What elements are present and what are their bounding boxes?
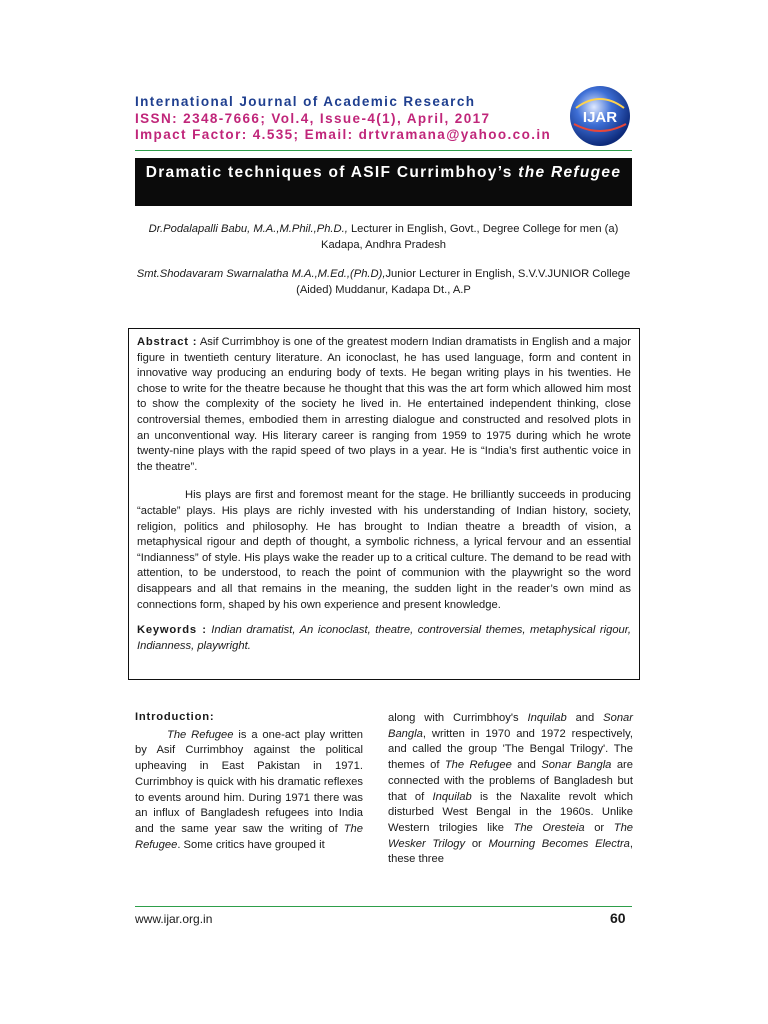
work-title: Sonar Bangla xyxy=(388,712,633,740)
body-text: and xyxy=(511,759,542,772)
keywords-label: Keywords : xyxy=(137,624,207,637)
abstract-paragraph-2: His plays are first and foremost meant for the stage. He brilliantly succeeds in producing “actable” plays. His plays are richly invested with his understanding of Indian history, society, religion, politics and philosophy. He has brought to Indian theatre a breadth of vision, a metaphysical rigour and depth of thought, a symbolic richness, a lyrical fervour and an essential “Indianness” of style. His plays wake the reader up to a critical culture. The demand to be read with attention, to be understood, to reach the point of communion with the playwright so the word disappears and all that remains in the meaning, the sudden light in the reader’s own mind as connections form, shaped by his own experience and present knowledge. xyxy=(137,489,631,611)
body-paragraph xyxy=(135,728,363,854)
work-title: The Wesker Trilogy xyxy=(388,821,634,850)
body-column-left xyxy=(135,710,363,853)
work-title: Inquilab xyxy=(527,712,567,724)
work-title: Mourning Becomes Electra xyxy=(488,837,630,850)
logo-text: IJAR xyxy=(582,109,618,126)
body-text: and xyxy=(566,712,604,724)
footer-rule xyxy=(135,906,632,907)
body-text: . Some critics have grouped it xyxy=(177,838,325,851)
journal-header xyxy=(135,94,555,144)
keywords-text: Indian dramatist, An iconoclast, theatre, controversial themes, metaphysical rigour, Indianness, playwright. xyxy=(137,624,631,652)
body-text: , written in 1970 and 1972 respectively, and called the group 'The Bengal Trilogy'. The themes of xyxy=(388,727,633,772)
body-text: is the Naxalite revolt which disturbed West Bengal in the 1960s. Unlike Western trilogies like xyxy=(388,790,633,834)
issn-line: ISSN: 2348-7666; Vol.4, Issue-4(1), April, 2017 xyxy=(135,110,491,126)
keywords xyxy=(137,623,631,654)
impact-email-line: Impact Factor: 4.535; Email: drtvramana@yahoo.co.in xyxy=(135,127,552,142)
work-title: The Oresteia xyxy=(513,821,585,834)
author-name: Smt.Shodavaram Swarnalatha M.A.,M.Ed.,(Ph.D), xyxy=(136,268,386,280)
abstract-box xyxy=(128,328,640,680)
journal-name: International Journal of Academic Research xyxy=(135,94,476,109)
ijar-logo xyxy=(568,84,632,148)
abstract-label: Abstract : xyxy=(137,336,198,348)
title-main: Dramatic techniques of ASIF Currimbhoy’s xyxy=(145,164,519,181)
work-title: The Refugee xyxy=(444,759,512,772)
work-title: The Refugee xyxy=(135,822,363,851)
abstract-paragraph xyxy=(137,335,631,475)
author-affiliation: Lecturer in English, Govt., Degree College for men (a) Kadapa, Andhra Pradesh xyxy=(320,223,619,251)
footer-url: www.ijar.org.in xyxy=(135,912,213,926)
header-rule xyxy=(135,150,632,151)
body-text: or xyxy=(465,837,489,850)
title-italic: the Refugee xyxy=(518,164,622,181)
body-text: or xyxy=(584,821,614,834)
page-number: 60 xyxy=(610,910,626,926)
work-title: The Refugee xyxy=(167,728,234,741)
author-2 xyxy=(135,266,632,298)
author-affiliation: Junior Lecturer in English, S.V.V.JUNIOR College (Aided) Muddanur, Kadapa Dt., A.P xyxy=(296,268,631,296)
section-heading: Introduction: xyxy=(135,711,215,723)
body-text: is a one-act play written by Asif Currimbhoy against the political upheaving in East Pakistan in 1971. Currimbhoy is quick with his dramatic reflexes to events around him. During 1971 there was an influx of Bangladesh refugees into India and the same year saw the writing of xyxy=(135,728,363,835)
abstract-text: Asif Currimbhoy is one of the greatest modern Indian dramatists in English and a major figure in twentieth century literature. An iconoclast, he has used language, form and content in innovative way producing an enduring body of texts. He began writing plays in his twenties. He chose to write for the theatre because he thought that this was the art form which allowed him most to show the complexity of the society he lived in. He entertained independent thinking, close controversial themes, embodied them in arresting dialogue and constructed and resolved plots in an unconventional way. His literary career is ranging from 1959 to 1975 during which he wrote twenty-nine plays with the rapid speed of two plays in a year. He is “India’s first authentic voice in the theatre”. xyxy=(137,336,631,473)
body-column-right xyxy=(388,711,633,868)
body-paragraph xyxy=(388,711,633,868)
body-text: , these three xyxy=(388,837,634,866)
body-text: are connected with the problems of Bangladesh but that of xyxy=(388,759,633,803)
work-title: Sonar Bangla xyxy=(541,759,612,772)
work-title: Inquilab xyxy=(432,790,472,803)
paper-title xyxy=(135,158,632,206)
author-1 xyxy=(135,221,632,253)
author-name: Dr.Podalapalli Babu, M.A.,M.Phil.,Ph.D., xyxy=(148,223,348,235)
body-text: along with Currimbhoy's xyxy=(388,712,528,724)
